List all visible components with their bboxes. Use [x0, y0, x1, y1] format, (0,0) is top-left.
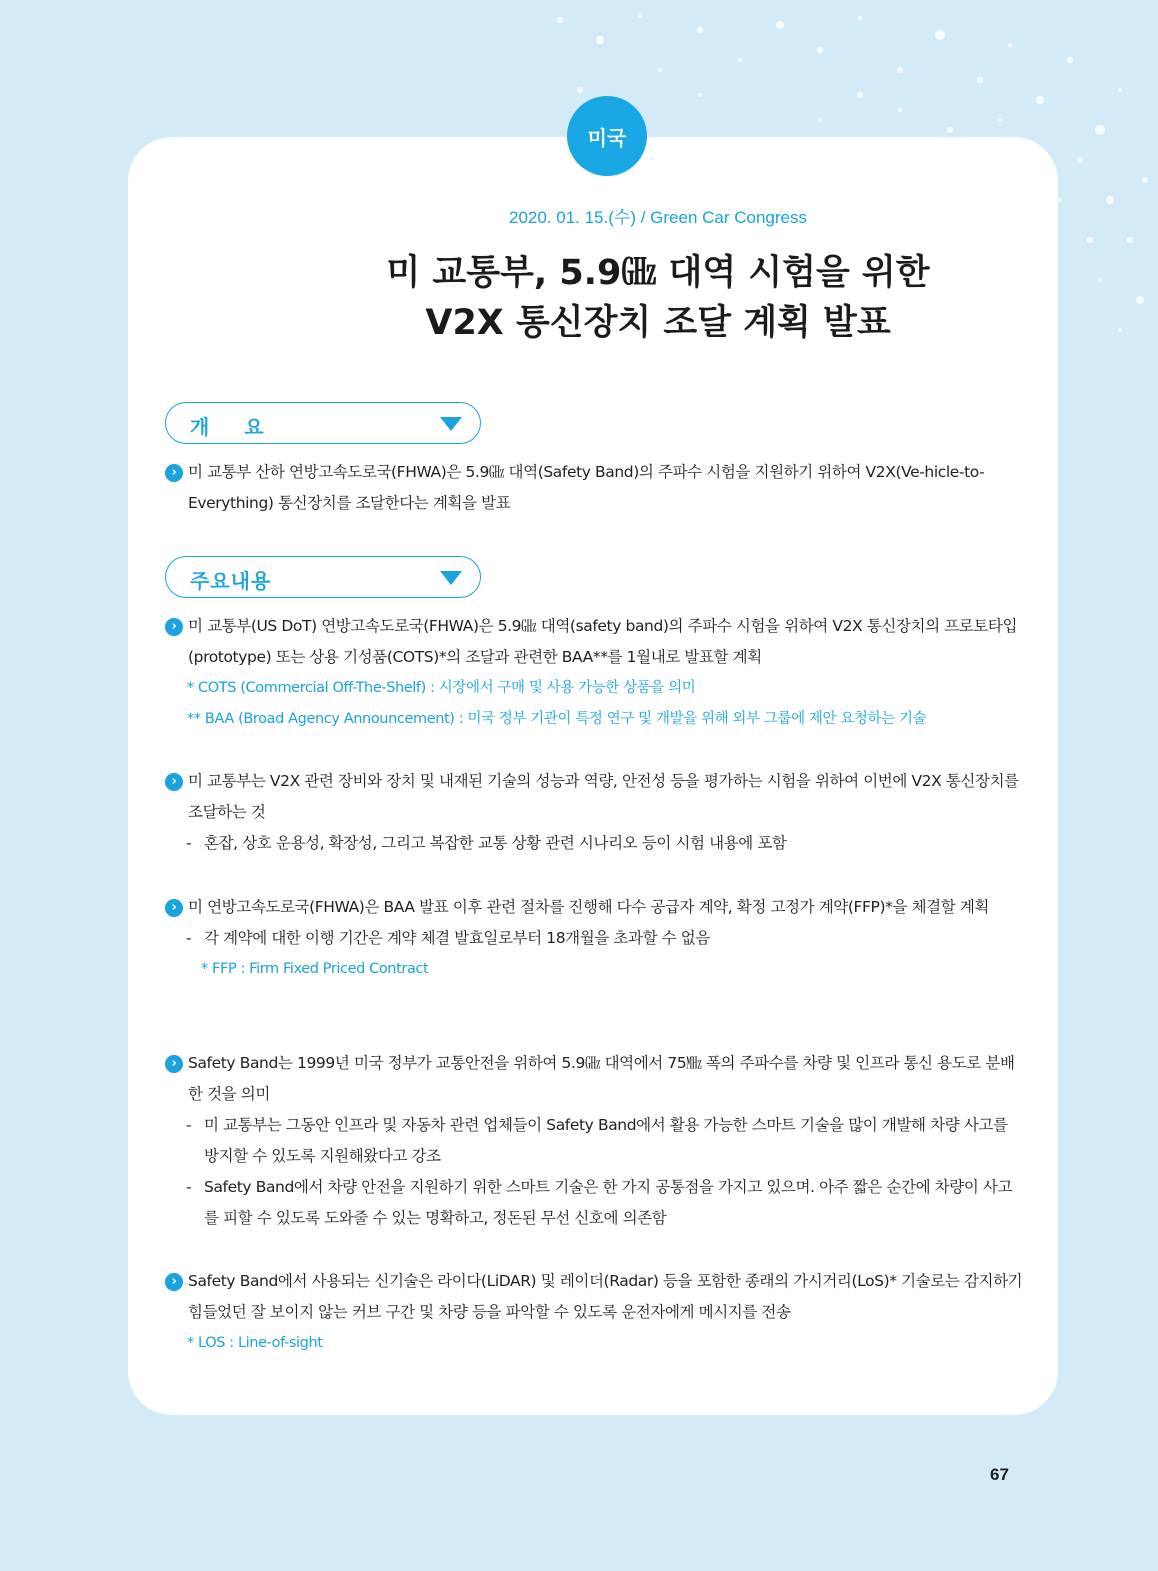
date-source: 2020. 01. 15.(수) / Green Car Congress: [508, 208, 807, 227]
item3-sub-1: - 각 계약에 대한 이행 기간은 계약 체결 발효일로부터 18개월을 초과할 수 없음: [186, 929, 710, 947]
page-number: 67: [990, 1465, 1009, 1484]
main-item-1: [165, 611, 1025, 735]
item1-footnote-1: * COTS (Commercial Off-The-Shelf) : 시장에서 구매 및 사용 가능한 상품을 의미: [187, 680, 696, 696]
main-item-4: [165, 1048, 1025, 1234]
item1-footnote-2: ** BAA (Broad Agency Announcement) : 미국 정부 기관이 특정 연구 및 개발을 위해 외부 그룹에 제안 요청하는 기술: [187, 711, 927, 727]
chevron-right-icon: ›: [165, 464, 183, 482]
bullet-item-3: [165, 892, 1025, 923]
section-label-overview: 개 요: [190, 415, 278, 439]
main-item-5: [165, 1266, 1025, 1359]
bullet-item-4: [165, 1048, 1025, 1110]
chevron-right-icon: ›: [165, 1055, 183, 1073]
section-header-main: [165, 556, 481, 598]
triangle-down-icon: [440, 417, 462, 431]
overview-bullet: [165, 457, 1025, 519]
item4-sub-2: - Safety Band에서 차량 안전을 지원하기 위한 스마트 기술은 한 가지 공통점을 가지고 있으며. 아주 짧은 순간에 차량이 사고를 피할 수 있도록 도와줄 수 있는 명확하고, 정돈된 무선 신호에 의존함: [186, 1178, 1013, 1227]
item3-text: 미 연방고속도로국(FHWA)은 BAA 발표 이후 관련 절차를 진행해 다수 공급자 계약, 확정 고정가 계약(FFP)*을 체결할 계획: [188, 898, 989, 916]
bullet-item-5: [165, 1266, 1025, 1328]
page-title: [128, 248, 1158, 348]
chevron-right-icon: ›: [165, 899, 183, 917]
main-item-3: [165, 892, 1025, 985]
item4-sub-1: - 미 교통부는 그동안 인프라 및 자동차 관련 업체들이 Safety Band에서 활용 가능한 스마트 기술을 많이 개발해 차량 사고를 방지할 수 있도록 지원해왔다고 강조: [186, 1116, 1008, 1165]
title-line-1: 미 교통부, 5.9㎓ 대역 시험을 위한: [386, 253, 930, 293]
bullet-item-2: [165, 766, 1025, 828]
main-item-2: [165, 766, 1025, 859]
overview-block: [165, 457, 1025, 519]
overview-text: 미 교통부 산하 연방고속도로국(FHWA)은 5.9㎓ 대역(Safety Band)의 주파수 시험을 지원하기 위하여 V2X(Ve-hicle-to-Everything) 통신장치를 조달한다는 계획을 발표: [188, 463, 985, 512]
item5-footnote-1: * LOS : Line-of-sight: [187, 1335, 323, 1351]
bullet-item-1: [165, 611, 1025, 673]
item4-text: Safety Band는 1999년 미국 정부가 교통안전을 위하여 5.9㎓ 대역에서 75㎒ 폭의 주파수를 차량 및 인프라 통신 용도로 분배한 것을 의미: [188, 1054, 1015, 1103]
section-label-main: 주요내용: [190, 569, 272, 593]
section-header-overview: [165, 402, 481, 444]
country-badge: 미국: [567, 96, 647, 176]
item1-text: 미 교통부(US DoT) 연방고속도로국(FHWA)은 5.9㎓ 대역(safety band)의 주파수 시험을 위하여 V2X 통신장치의 프로토타입(prototype) 또는 상용 기성품(COTS)*의 조달과 관련한 BAA**를 1월내로 발표할 계획: [188, 617, 1018, 666]
item3-footnote-1: * FFP : Firm Fixed Priced Contract: [201, 961, 429, 977]
item2-text: 미 교통부는 V2X 관련 장비와 장치 및 내재된 기술의 성능과 역량, 안전성 등을 평가하는 시험을 위하여 이번에 V2X 통신장치를 조달하는 것: [188, 772, 1019, 821]
chevron-right-icon: ›: [165, 1273, 183, 1291]
item2-sub-1: - 혼잡, 상호 운용성, 확장성, 그리고 복잡한 교통 상황 관련 시나리오 등이 시험 내용에 포함: [186, 834, 787, 852]
title-line-2: V2X 통신장치 조달 계획 발표: [425, 303, 891, 343]
chevron-right-icon: ›: [165, 618, 183, 636]
triangle-down-icon: [440, 571, 462, 585]
chevron-right-icon: ›: [165, 773, 183, 791]
item5-text: Safety Band에서 사용되는 신기술은 라이다(LiDAR) 및 레이더(Radar) 등을 포함한 종래의 가시거리(LoS)* 기술로는 감지하기 힘들었던 잘 보이지 않는 커브 구간 및 차량 등을 파악할 수 있도록 운전자에게 메시지를 전송: [188, 1272, 1023, 1321]
